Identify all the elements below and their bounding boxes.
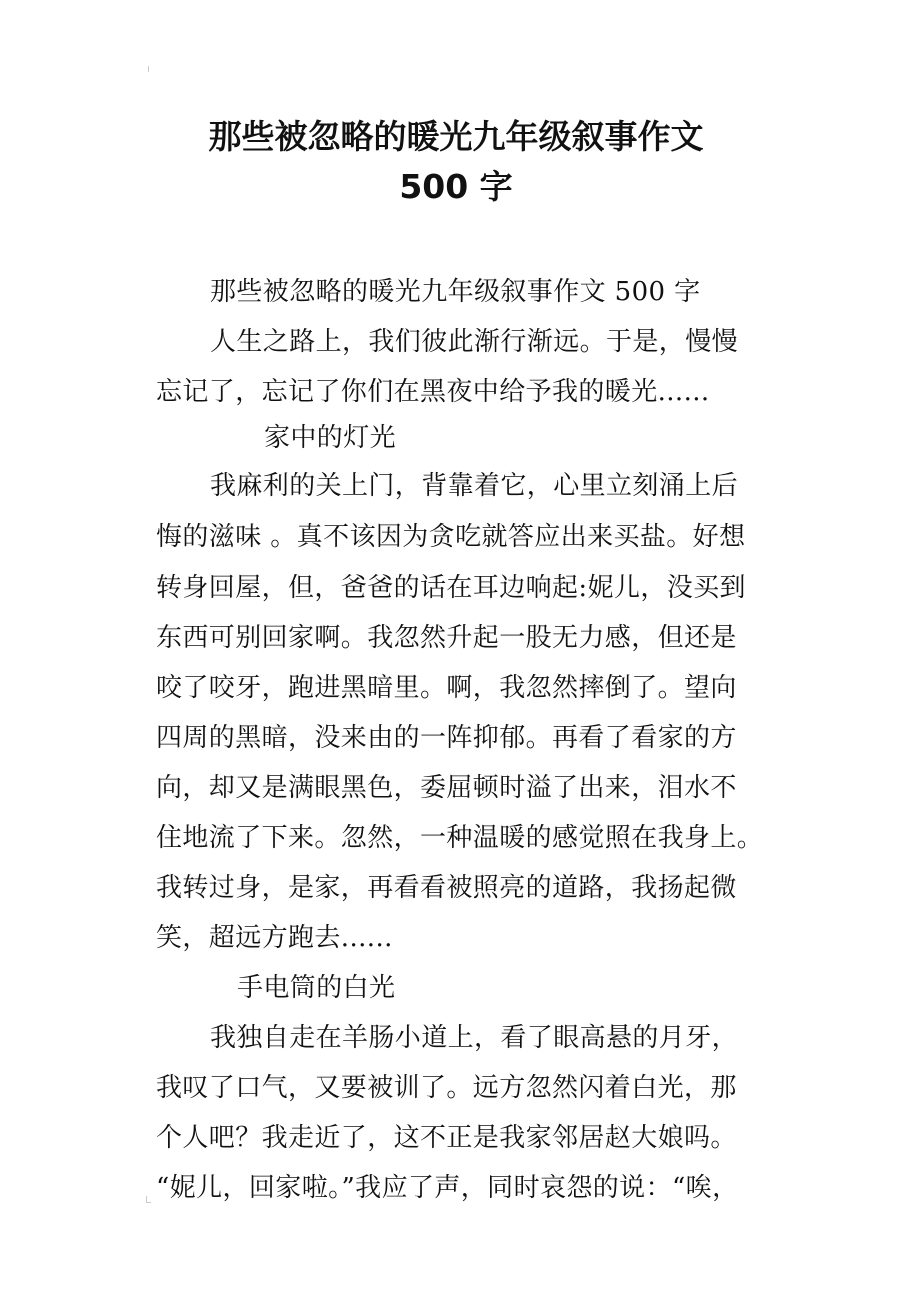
- document-title-line2: 500 字: [399, 167, 513, 206]
- body-line-p2-2: 我叹了口气，又要被训了。远方忽然闪着白光，那: [156, 1073, 737, 1103]
- body-line-p1-2: 悔的滋味 。真不该因为贪吃就答应出来买盐。好想: [156, 522, 746, 552]
- body-line-p1-5: 咬了咬牙，跑进黑暗里。啊，我忽然摔倒了。望向: [156, 673, 737, 703]
- body-line-p1-9: 我转过身，是家，再看看被照亮的道路，我扬起微: [156, 873, 737, 903]
- body-line-p1-1: 我麻利的关上门，背靠着它，心里立刻涌上后: [210, 471, 739, 501]
- body-line-p1-8: 住地流了下来。忽然，一种温暖的感觉照在我身上。: [156, 823, 764, 853]
- body-line-p1-6: 四周的黑暗，没来由的一阵抑郁。再看了看家的方: [156, 723, 737, 753]
- body-line-p2-3: 个人吧？我走近了，这不正是我家邻居赵大娘吗。: [156, 1123, 737, 1153]
- corner-mark-bottom: [146, 1196, 151, 1203]
- body-line-intro-1: 人生之路上，我们彼此渐行渐远。于是，慢慢: [210, 327, 739, 357]
- body-line-intro-2: 忘记了，忘记了你们在黑夜中给予我的暖光......: [156, 377, 710, 407]
- body-line-p1-3: 转身回屋，但，爸爸的话在耳边响起:妮儿，没买到: [156, 573, 746, 603]
- body-line-p2-4: “妮儿，回家啦。”我应了声，同时哀怨的说：“唉，: [156, 1173, 739, 1203]
- section-heading-home-light: 家中的灯光: [264, 423, 397, 453]
- body-line-p2-1: 我独自走在羊肠小道上，看了眼高悬的月牙，: [210, 1023, 739, 1053]
- body-line-subtitle: 那些被忽略的暖光九年级叙事作文 500 字: [210, 277, 701, 307]
- section-heading-flashlight: 手电筒的白光: [237, 973, 396, 1003]
- document-title-line1: 那些被忽略的暖光九年级叙事作文: [208, 117, 704, 156]
- corner-mark-top: [148, 66, 153, 72]
- body-line-p1-7: 向，却又是满眼黑色，委屈顿时溢了出来，泪水不: [156, 773, 737, 803]
- body-line-p1-10: 笑，超远方跑去......: [156, 923, 393, 953]
- body-line-p1-4: 东西可别回家啊。我忽然升起一股无力感，但还是: [156, 623, 737, 653]
